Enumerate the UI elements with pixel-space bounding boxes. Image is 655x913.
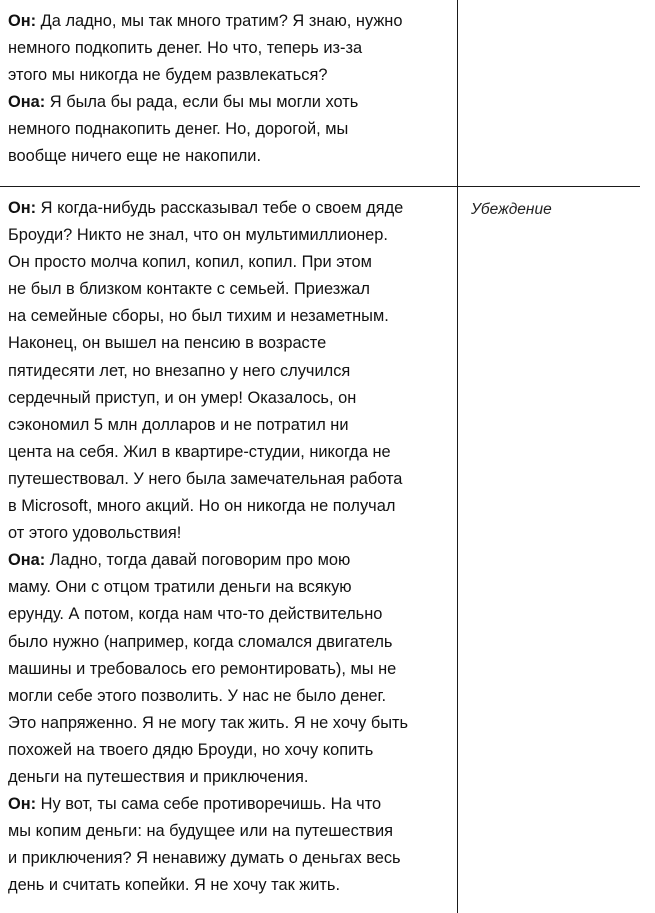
text-line: и приключения? Я ненавижу думать о деньгах весь — [8, 849, 401, 868]
text-line: цента на себя. Жил в квартире-студии, никогда не — [8, 442, 391, 461]
text-line: машины и требовалось его ремонтировать), мы не — [8, 659, 397, 678]
text-line: пятидесяти лет, но внезапно у него случился — [8, 361, 351, 380]
text-line: ерунду. А потом, когда нам что-то действительно — [8, 605, 383, 624]
text-line: этого мы никогда не будем развлекаться? — [8, 66, 328, 85]
text-line: похожей на твоего дядю Броуди, но хочу копить — [8, 740, 374, 759]
dialogue-cell-2 — [8, 195, 454, 899]
margin-note: Убеждение — [471, 201, 552, 218]
text-line: Он: Да ладно, мы так много тратим? Я знаю, нужно — [8, 12, 403, 30]
text-line: Она: Я была бы рада, если бы мы могли хоть — [8, 93, 359, 112]
row-divider — [0, 186, 640, 187]
text-line: Наконец, он вышел на пенсию в возрасте — [8, 334, 327, 353]
text-line: было нужно (например, когда сломался двигатель — [8, 632, 393, 651]
text-line: сэкономил 5 млн долларов и не потратил ни — [8, 415, 349, 434]
text-line: немного подкопить денег. Но что, теперь из-за — [8, 39, 363, 58]
dialogue-cell-1 — [8, 8, 454, 171]
column-divider — [457, 0, 458, 913]
text-line: Броуди? Никто не знал, что он мультимиллионер. — [8, 226, 388, 245]
speaker-label: Она: — [8, 93, 46, 112]
text-line: немного поднакопить денег. Но, дорогой, мы — [8, 120, 349, 139]
speaker-label: Он: — [8, 199, 37, 217]
text-line: сердечный приступ, и он умер! Оказалось, он — [8, 388, 357, 407]
text-line: день и считать копейки. Я не хочу так жить. — [8, 876, 341, 895]
speaker-label: Он: — [8, 795, 37, 814]
text-line: Это напряженно. Я не могу так жить. Я не хочу быть — [8, 713, 409, 732]
text-line: маму. Они с отцом тратили деньги на всякую — [8, 578, 352, 597]
text-line: не был в близком контакте с семьей. Приезжал — [8, 280, 370, 299]
text-line: деньги на путешествия и приключения. — [8, 767, 309, 786]
speaker-label: Она: — [8, 551, 46, 570]
text-line: мы копим деньги: на будущее или на путешествия — [8, 822, 394, 841]
text-line: путешествовал. У него была замечательная работа — [8, 469, 403, 488]
text-line: Он просто молча копил, копил, копил. При этом — [8, 253, 372, 272]
text-line: Она: Ладно, тогда давай поговорим про мою — [8, 551, 351, 570]
text-line: от этого удовольствия! — [8, 524, 182, 543]
text-line: Он: Ну вот, ты сама себе противоречишь. На что — [8, 795, 382, 814]
text-line: на семейные сборы, но был тихим и незаметным. — [8, 307, 389, 326]
text-line: Он: Я когда-нибудь рассказывал тебе о своем дяде — [8, 199, 404, 217]
text-line: могли себе этого позволить. У нас не было денег. — [8, 686, 387, 705]
text-line: в Microsoft, много акций. Но он никогда не получал — [8, 497, 396, 516]
speaker-label: Он: — [8, 12, 37, 30]
text-line: вообще ничего еще не накопили. — [8, 147, 262, 166]
